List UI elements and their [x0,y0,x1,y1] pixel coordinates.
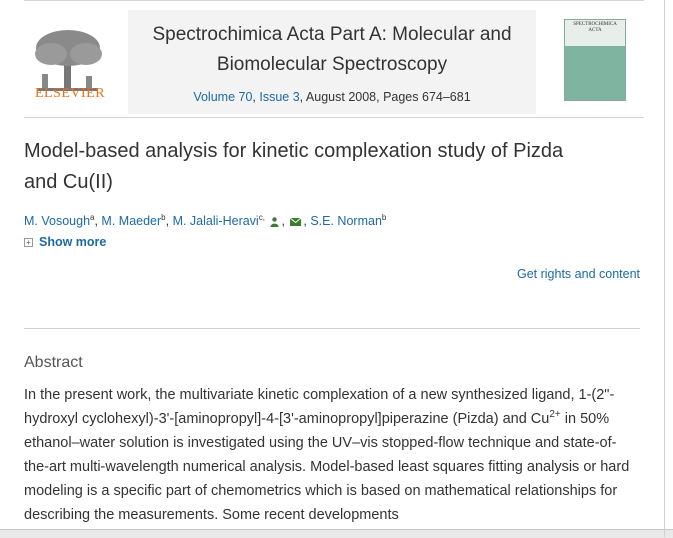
plus-icon: + [24,238,33,247]
article-title: Model-based analysis for kinetic complexation study of Pizda and Cu(II) [24,140,564,193]
author-list: M. Vosough$^a$, M. Maeder$^b$, M. Jalali-Heravi$^{c,}$ , , S.E. Norman$^b$ [24,213,387,229]
author-link[interactable]: S.E. Norman [310,214,382,229]
show-more-toggle[interactable] [24,235,106,249]
author-link[interactable]: M. Maeder [101,214,162,229]
publisher-name[interactable]: ELSEVIER [34,86,106,101]
show-more-label: Show more [39,235,107,249]
section-divider [24,328,640,329]
journal-title[interactable]: Spectrochimica Acta Part A: Molecular and Biomolecular Spectroscopy [152,24,512,75]
journal-issue: Volume 70, Issue 3, August 2008, Pages 674–681 [193,90,471,104]
author-link[interactable]: M. Jalali-Heravi [172,214,259,229]
top-rule [24,0,644,1]
cover-header [565,20,625,46]
abstract-text: In the present work, the multivariate kinetic complexation of a new synthesized ligand, 1-(2"-hydroxyl cyclohexyl)-3'-[aminopropyl]-4-[3'-aminopropyl]piperazine (Pizda) and $Cu^{2+}$ in 50% ethanol–water solution is investigated using the UV–vis stopped-flow technique and state-of-the-art multi-wavelength numerical analysis. Model-based least squares fitting analysis or hard modeling is a specific part of chemometrics which is based on mathematical relationships for describing the measurements. Some recent developments [24,387,630,523]
journal-banner [128,10,536,114]
envelope-icon[interactable] [290,218,301,226]
header-divider [24,117,644,118]
volume-link[interactable]: Volume 70 [193,90,253,104]
author-link[interactable]: M. Vosough [24,214,91,229]
journal-cover[interactable] [564,19,626,101]
person-icon[interactable] [270,217,279,227]
abstract-heading: Abstract [24,354,83,371]
rights-link[interactable]: Get rights and content [517,267,640,281]
window-border [664,0,665,537]
issue-date-pages: , August 2008, Pages 674–681 [299,90,471,104]
issue-link[interactable]: Issue 3 [259,90,300,104]
cover-title: SPECTROCHIMICA ACTA [573,22,617,33]
